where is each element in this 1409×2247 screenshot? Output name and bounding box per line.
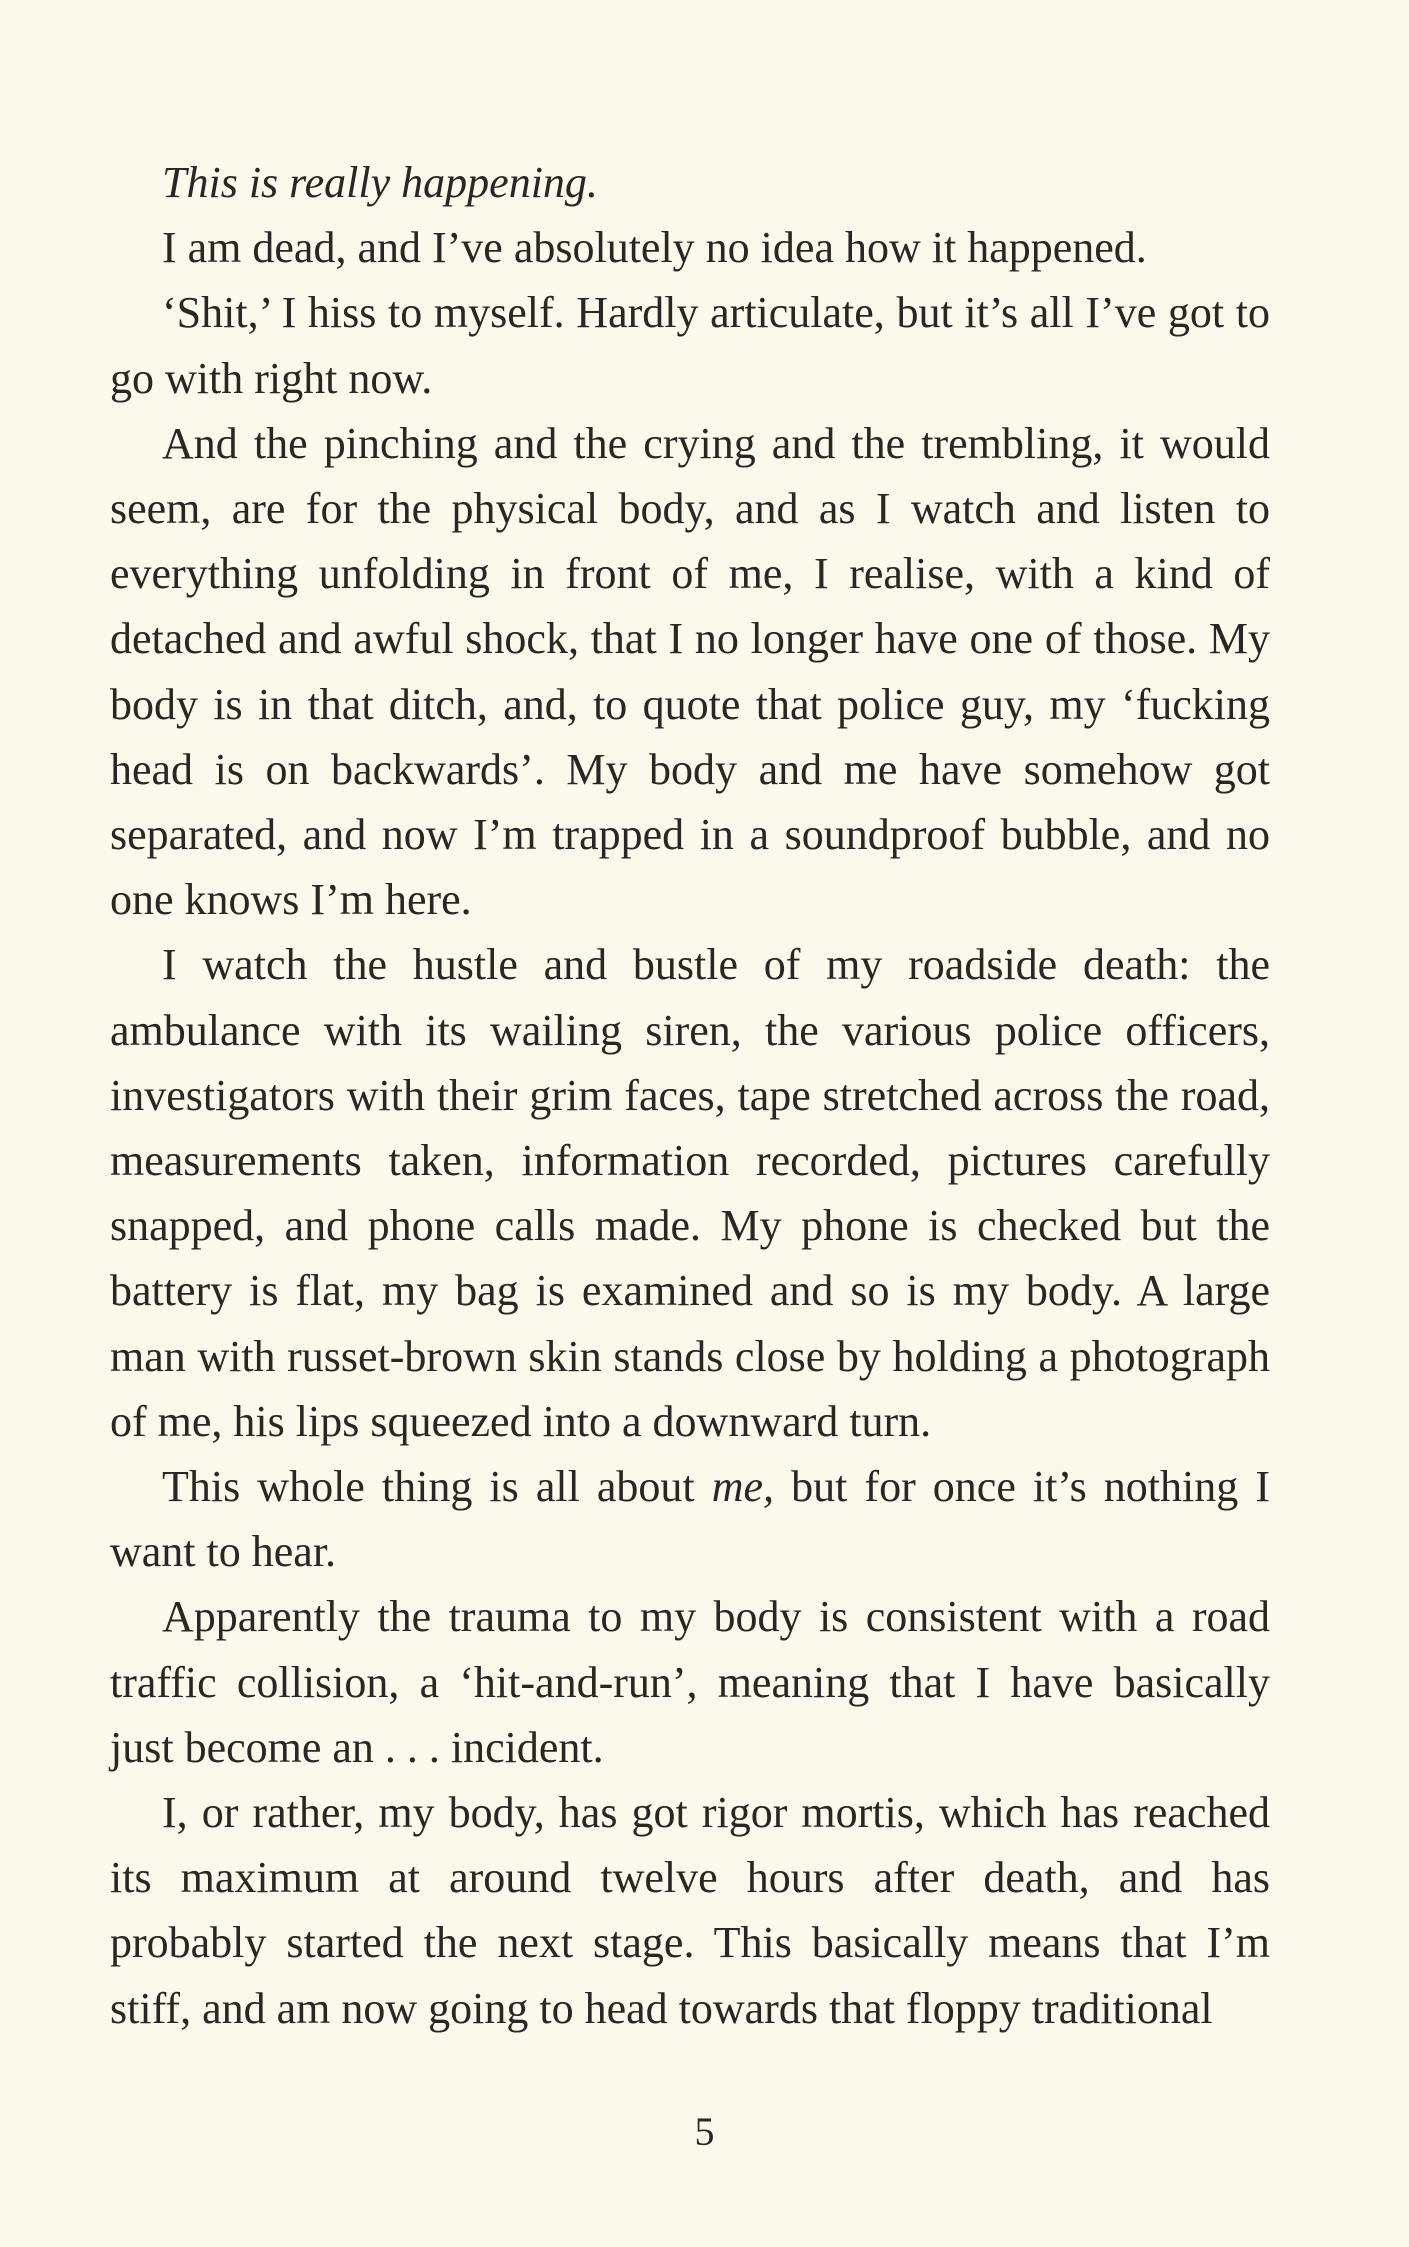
paragraph-segment: I, or rather, my body, has got rigor mortis, which has reached its maximum at around twelve hours after death, and has probably started the next stage. This basically means that I’m stiff, and am now going to head towards that floppy traditional (110, 1788, 1270, 2033)
paragraph-segment: but for once it’s nothing I want to hear. (110, 1462, 1270, 1577)
paragraph (110, 932, 1270, 1454)
paragraph-segment: ‘Shit,’ I hiss to myself. Hardly articulate, but it’s all I’ve got to go with right now. (110, 288, 1270, 403)
page-number: 5 (694, 2109, 715, 2154)
paragraph (110, 280, 1270, 410)
paragraph (110, 1454, 1270, 1584)
body-text (110, 150, 1270, 2041)
paragraph-segment: And the pinching and the crying and the trembling, it would seem, are for the physical body, and as I watch and listen to everything unfolding in front of me, I realise, with a kind of detached and awful shock, that I no longer have one of those. My body is in that ditch, and, to quote that police guy, my ‘fucking head is on backwards’. My body and me have somehow got separated, and now I’m trapped in a soundproof bubble, and no one knows I’m here. (110, 418, 1270, 925)
paragraph (110, 215, 1270, 280)
paragraph-segment: This whole thing is all about (162, 1462, 712, 1512)
paragraph-segment: I am dead, and I’ve absolutely no idea how it happened. (162, 223, 1147, 273)
paragraph (110, 411, 1270, 933)
paragraph (110, 150, 1270, 215)
paragraph (110, 1584, 1270, 1780)
paragraph-segment: I watch the hustle and bustle of my roadside death: the ambulance with its wailing siren, the various police officers, investigators with their grim faces, tape stretched across the road, measurements taken, information recorded, pictures carefully snapped, and phone calls made. My phone is checked but the battery is flat, my bag is examined and so is my body. A large man with russet-brown skin stands close by holding a photograph of me, his lips squeezed into a downward turn. (110, 940, 1270, 1446)
paragraph-segment-emphasis: me, (711, 1462, 775, 1512)
paragraph-segment: Apparently the trauma to my body is consistent with a road traffic collision, a ‘hit-and-run’, meaning that I have basically just become an . . . incident. (110, 1592, 1270, 1772)
paragraph (110, 1780, 1270, 2041)
paragraph-segment: This is really happening. (162, 158, 598, 207)
